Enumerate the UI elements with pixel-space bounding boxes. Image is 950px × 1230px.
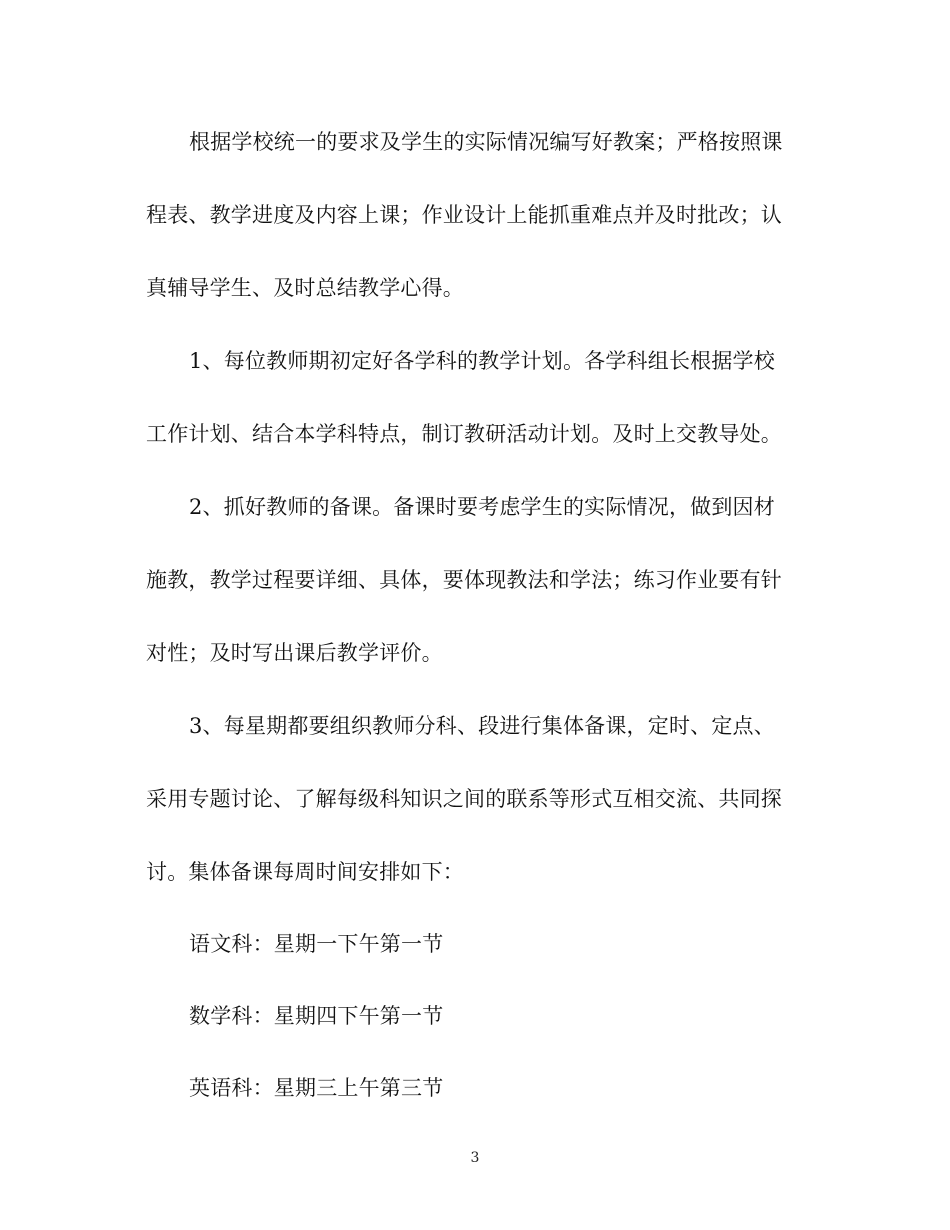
schedule-math: 数学科：星期四下午第一节: [189, 1004, 444, 1028]
paragraph-4-line-2: 采用专题讨论、了解每级科知识之间的联系等形式互相交流、共同探: [146, 787, 782, 811]
paragraph-4-line-3: 讨。集体备课每周时间安排如下：: [146, 860, 464, 884]
paragraph-2-line-1: 1、每位教师期初定好各学科的教学计划。各学科组长根据学校: [189, 349, 775, 373]
page-number: 3: [470, 1150, 480, 1166]
paragraph-1-line-2: 程表、教学进度及内容上课；作业设计上能抓重难点并及时批改；认: [146, 203, 782, 227]
paragraph-2-line-2: 工作计划、结合本学科特点，制订教研活动计划。及时上交教导处。: [146, 422, 782, 446]
paragraph-1-line-1: 根据学校统一的要求及学生的实际情况编写好教案；严格按照课: [189, 130, 783, 154]
paragraph-4-line-1: 3、每星期都要组织教师分科、段进行集体备课，定时、定点、: [189, 714, 775, 738]
schedule-english: 英语科：星期三上午第三节: [189, 1076, 444, 1100]
paragraph-1-line-3: 真辅导学生、及时总结教学心得。: [146, 276, 464, 300]
paragraph-3-line-2: 施教，教学过程要详细、具体，要体现教法和学法；练习作业要有针: [146, 568, 782, 592]
schedule-chinese: 语文科：星期一下午第一节: [189, 932, 444, 956]
paragraph-3-line-3: 对性；及时写出课后教学评价。: [146, 641, 443, 665]
paragraph-3-line-1: 2、抓好教师的备课。备课时要考虑学生的实际情况，做到因材: [189, 495, 775, 519]
